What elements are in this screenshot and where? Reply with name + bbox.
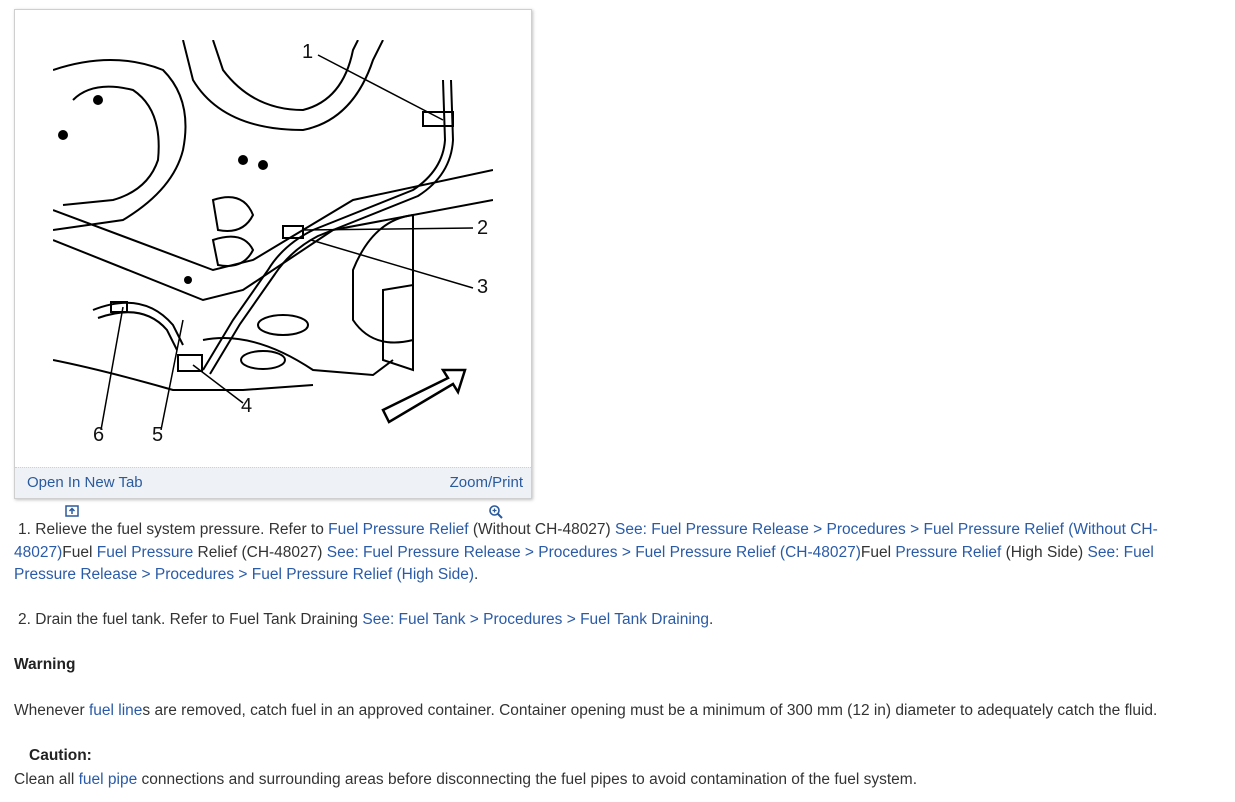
callout-3: 3 bbox=[477, 276, 489, 298]
see-fuel-tank-draining-link[interactable]: See: Fuel Tank > Procedures > Fuel Tank Draining bbox=[362, 611, 710, 628]
see-relief-high-side-link[interactable]: See: Fuel Pressure Release > Procedures > Fuel Pressure Relief (High Side) bbox=[14, 543, 1154, 583]
fuel-pressure-link[interactable]: Fuel Pressure bbox=[96, 543, 194, 561]
see-relief-without-link[interactable]: See: Fuel Pressure Release > Procedures > Fuel Pressure Relief (Without CH-48027) bbox=[14, 521, 1158, 561]
fuel-pipe-diagram bbox=[53, 40, 493, 430]
pressure-relief-link[interactable]: Pressure Relief bbox=[895, 543, 1002, 561]
caution-text-b: connections and surrounding areas before disconnecting the fuel pipes to avoid contamination of the fuel system. bbox=[137, 771, 918, 788]
figure-panel bbox=[14, 9, 532, 499]
warning-text-b: s are removed, catch fuel in an approved container. Container opening must be a minimum of 300 mm (12 in) diameter to adequately catch the fluid. bbox=[142, 702, 1158, 719]
warning-heading: Warning bbox=[14, 656, 76, 673]
callout-1: 1 bbox=[302, 41, 314, 63]
step-2-text-b: . bbox=[709, 611, 714, 628]
caution-text bbox=[14, 769, 917, 792]
callout-5: 5 bbox=[152, 424, 164, 446]
zoom-print-link[interactable] bbox=[450, 474, 523, 491]
fuel-pressure-relief-link[interactable]: Fuel Pressure Relief bbox=[328, 521, 469, 538]
see-relief-ch48027-link[interactable]: See: Fuel Pressure Release > Procedures > Fuel Pressure Relief (CH-48027) bbox=[326, 543, 861, 561]
callout-4: 4 bbox=[241, 395, 253, 417]
figure-footer bbox=[15, 467, 531, 498]
zoom-print-label: Zoom/Print bbox=[449, 474, 523, 491]
step-1-number: 1. bbox=[18, 521, 31, 538]
step-1-text-d: Relief (CH-48027) bbox=[193, 543, 327, 561]
step-1-text-b: (Without CH-48027) bbox=[468, 521, 616, 538]
fuel-line-link[interactable]: fuel line bbox=[88, 702, 143, 719]
open-in-new-tab-label: Open In New Tab bbox=[27, 474, 143, 491]
caution-heading: Caution: bbox=[29, 747, 92, 764]
fuel-pipe-link[interactable]: fuel pipe bbox=[78, 771, 138, 788]
step-2 bbox=[14, 609, 713, 632]
caution-text-a: Clean all bbox=[14, 771, 79, 788]
step-1 bbox=[14, 519, 1214, 587]
magnifier-icon bbox=[488, 504, 504, 520]
warning-text bbox=[14, 700, 1157, 723]
step-1-text-f: (High Side) bbox=[1001, 543, 1088, 561]
callout-6: 6 bbox=[93, 424, 105, 446]
callout-2: 2 bbox=[477, 217, 489, 239]
step-1-text-g: . bbox=[474, 566, 479, 583]
step-2-number: 2. bbox=[18, 611, 31, 628]
open-tab-icon bbox=[65, 504, 79, 518]
step-2-text-a: Drain the fuel tank. Refer to Fuel Tank Draining bbox=[35, 611, 363, 628]
step-1-text-a: Relieve the fuel system pressure. Refer to bbox=[35, 521, 329, 538]
open-in-new-tab-link[interactable] bbox=[27, 474, 143, 491]
step-1-text-c: Fuel bbox=[62, 543, 97, 561]
warning-text-a: Whenever bbox=[14, 702, 89, 719]
step-1-text-e: Fuel bbox=[860, 543, 896, 561]
